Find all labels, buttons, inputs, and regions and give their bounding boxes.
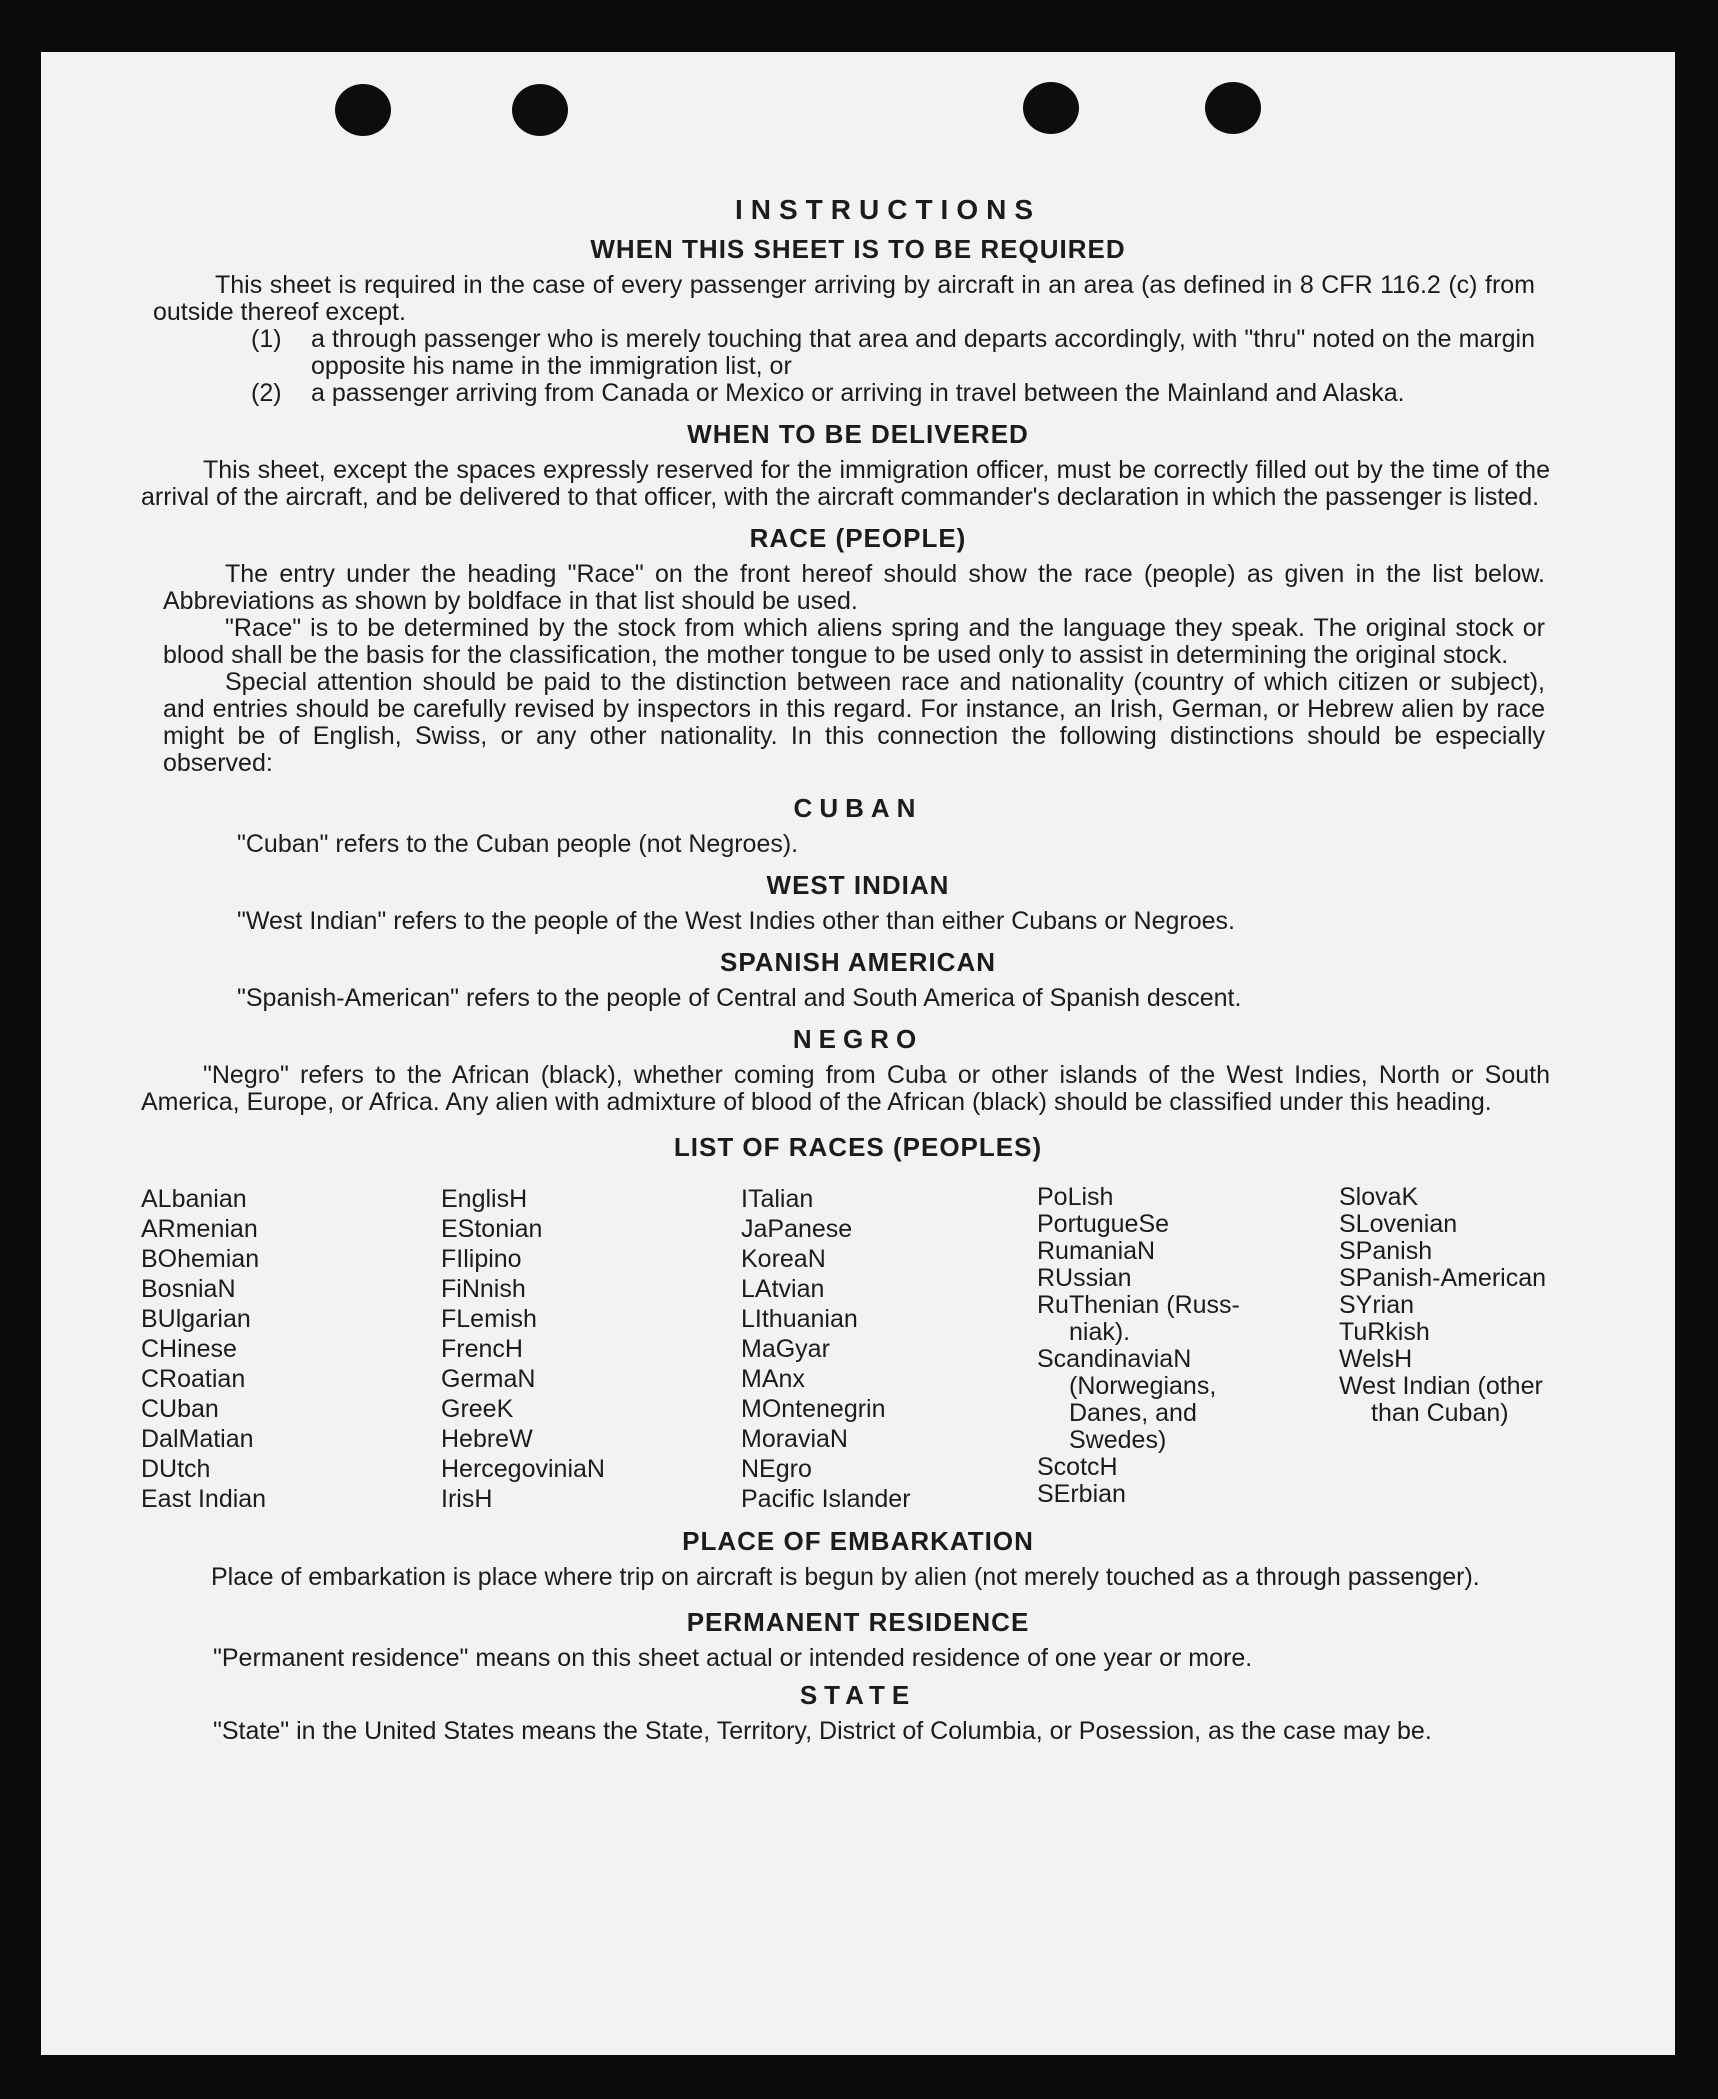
embarkation-text: Place of embarkation is place where trip on aircraft is begun by alien (not merely touched as a through passenger). (211, 1563, 1480, 1591)
spanish-american-text: "Spanish-American" refers to the people of Central and South America of Spanish descent. (237, 984, 1242, 1012)
residence-text: "Permanent residence" means on this sheet actual or intended residence of one year or more. (213, 1644, 1253, 1672)
list-item: FLemish (441, 1305, 537, 1333)
state-text: "State" in the United States means the State, Territory, District of Columbia, or Posession, as the case may be. (213, 1717, 1432, 1745)
list-item: CUban (141, 1395, 219, 1423)
list-item: ALbanian (141, 1185, 247, 1213)
list-item: JaPanese (741, 1215, 853, 1243)
list-item: East Indian (141, 1485, 267, 1513)
list-item: MoraviaN (741, 1425, 848, 1453)
race-column (141, 1184, 441, 1514)
list-item: LIthuanian (741, 1305, 858, 1333)
list-item: SPanish (1339, 1237, 1433, 1265)
race-column (1339, 1184, 1589, 1514)
list-item: Pacific Islander (741, 1485, 911, 1513)
list-item: than Cuban) (1371, 1399, 1509, 1427)
negro-text: "Negro" refers to the African (black), whether coming from Cuba or other islands of the West Indies, North or South America, Europe, or Africa. Any alien with admixture of blood of the African (black) should be classified under this heading. (141, 1061, 1550, 1116)
list-item: KoreaN (741, 1245, 826, 1273)
list-item: FrencH (441, 1335, 523, 1363)
list-item: IrisH (441, 1485, 493, 1513)
list-item: SPanish-American (1339, 1264, 1547, 1292)
list-item: (1) a through passenger who is merely touching that area and departs accordingly, with "thru" noted on the margin opposite his name in the immigration list, or (251, 325, 1535, 380)
list-item: MAnx (741, 1365, 805, 1393)
heading-list: LIST OF RACES (PEOPLES) (673, 1132, 1043, 1162)
west-indian-text: "West Indian" refers to the people of the West Indies other than either Cubans or Negroes. (237, 907, 1235, 935)
race-paragraph: "Race" is to be determined by the stock from which aliens spring and the language they speak. The original stock or blood shall be the basis for the classification, the mother tongue to be used only to assist in determining the original stock. (163, 614, 1545, 669)
list-item: BUlgarian (141, 1305, 251, 1333)
list-item: HercegoviniaN (441, 1455, 605, 1483)
list-item: PortugueSe (1037, 1210, 1170, 1238)
page-title: INSTRUCTIONS (735, 194, 1041, 225)
race-paragraph: Special attention should be paid to the distinction between race and nationality (country of which citizen or subject), and entries should be carefully revised by inspectors in this regard. For instance, an Irish, German, or Hebrew alien by race might be of English, Swiss, or any other nationality. In this connection the following distinctions should be especially observed: (163, 668, 1545, 777)
list-item: (Norwegians, (1069, 1372, 1217, 1400)
heading-residence: PERMANENT RESIDENCE (686, 1607, 1030, 1637)
race-column (1037, 1184, 1339, 1514)
list-item: BosniaN (141, 1275, 236, 1303)
list-item: niak). (1069, 1318, 1131, 1346)
list-item: GermaN (441, 1365, 536, 1393)
list-item: RumaniaN (1037, 1237, 1156, 1265)
list-item: SLovenian (1339, 1210, 1458, 1238)
list-item: HebreW (441, 1425, 533, 1453)
heading-cuban: CUBAN (793, 793, 923, 823)
punch-hole (1205, 82, 1261, 134)
list-item: DUtch (141, 1455, 211, 1483)
list-item: PoLish (1037, 1183, 1114, 1211)
list-item: SlovaK (1339, 1183, 1419, 1211)
heading-race: RACE (PEOPLE) (749, 523, 967, 553)
heading-required: WHEN THIS SHEET IS TO BE REQUIRED (590, 234, 1126, 264)
list-item: CHinese (141, 1335, 237, 1363)
list-item: FIlipino (441, 1245, 522, 1273)
list-item: RUssian (1037, 1264, 1132, 1292)
list-item: ScandinaviaN (1037, 1345, 1192, 1373)
race-column (741, 1184, 1037, 1514)
list-item: LAtvian (741, 1275, 825, 1303)
heading-negro: NEGRO (792, 1024, 924, 1054)
list-item: WelsH (1339, 1345, 1413, 1373)
list-item: (2) a passenger arriving from Canada or Mexico or arriving in travel between the Mainland and Alaska. (251, 379, 1405, 407)
delivered-text: This sheet, except the spaces expressly reserved for the immigration officer, must be correctly filled out by the time of the arrival of the aircraft, and be delivered to that officer, with the aircraft commander's declaration in which the passenger is listed. (141, 456, 1550, 511)
list-item: GreeK (441, 1395, 514, 1423)
list-item: Danes, and (1069, 1399, 1197, 1427)
list-item: BOhemian (141, 1245, 260, 1273)
heading-state: STATE (799, 1680, 917, 1710)
list-item: SErbian (1037, 1480, 1126, 1508)
instructions-content (41, 194, 1675, 1745)
list-item: Swedes) (1069, 1426, 1167, 1454)
list-item: CRoatian (141, 1365, 246, 1393)
punch-hole (512, 84, 568, 136)
list-item: TuRkish (1339, 1318, 1430, 1346)
list-item: West Indian (other (1339, 1372, 1543, 1400)
punch-hole (335, 84, 391, 136)
list-item: EnglisH (441, 1185, 528, 1213)
list-item: EStonian (441, 1215, 543, 1243)
list-item: MOntenegrin (741, 1395, 886, 1423)
list-item: SYrian (1339, 1291, 1415, 1319)
list-item: MaGyar (741, 1335, 830, 1363)
cuban-text: "Cuban" refers to the Cuban people (not Negroes). (237, 830, 799, 858)
list-item: ARmenian (141, 1215, 258, 1243)
list-item: FiNnish (441, 1275, 526, 1303)
heading-embarkation: PLACE OF EMBARKATION (682, 1526, 1034, 1556)
list-item: RuThenian (Russ- (1037, 1291, 1240, 1319)
list-item: ScotcH (1037, 1453, 1118, 1481)
punch-hole (1023, 82, 1079, 134)
race-column (441, 1184, 741, 1514)
race-paragraph: The entry under the heading "Race" on the front hereof should show the race (people) as given in the list below. Abbreviations as shown by boldface in that list should be used. (163, 560, 1545, 615)
list-item: NEgro (741, 1455, 812, 1483)
heading-delivered: WHEN TO BE DELIVERED (687, 419, 1029, 449)
required-intro: This sheet is required in the case of every passenger arriving by aircraft in an area (as defined in 8 CFR 116.2 (c) from outside thereof except. (153, 271, 1535, 326)
heading-west-indian: WEST INDIAN (766, 870, 950, 900)
document-sheet (41, 52, 1675, 2055)
race-list (41, 1184, 1675, 1514)
list-item: ITalian (741, 1185, 814, 1213)
list-item: DalMatian (141, 1425, 254, 1453)
heading-spanish-american: SPANISH AMERICAN (719, 947, 996, 977)
